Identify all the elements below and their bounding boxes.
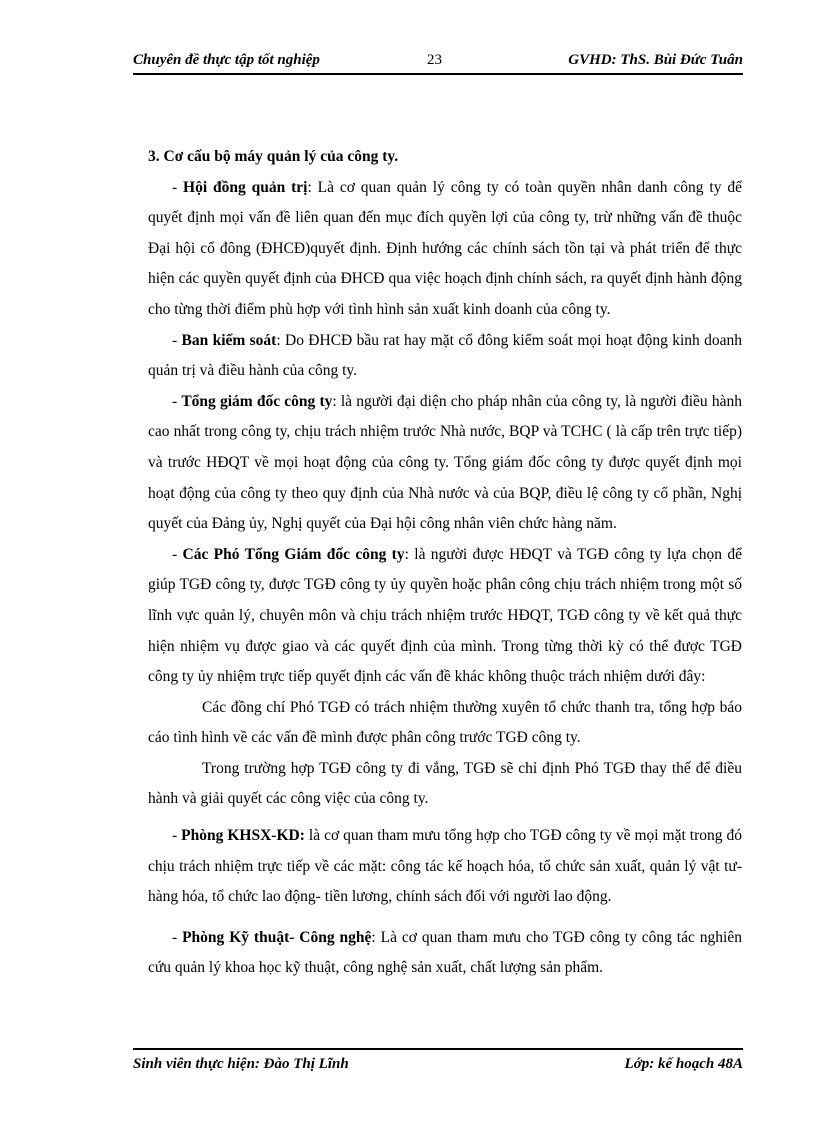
page-header [133, 52, 743, 72]
header-advisor: GVHD: ThS. Bùi Đức Tuân [568, 52, 743, 68]
term-label: Các Phó Tổng Giám đốc công ty [182, 545, 405, 563]
term-label: Phòng Kỹ thuật- Công nghệ [182, 928, 372, 946]
document-body [148, 142, 742, 984]
paragraph-general-director: - Tổng giám đốc công ty: là người đại diện cho pháp nhân của công ty, là người điều hành cao nhất trong công ty, chịu trách nhiệm trước Nhà nước, BQP và TCHC ( là cấp trên trực tiếp) và trước HĐQT về mọi hoạt động của công ty. Tổng giám đốc công ty được quyết định mọi hoạt động của công ty theo quy định của Nhà nước và của BQP, điều lệ công ty cổ phần, Nghị quyết của Đảng ủy, Nghị quyết của Đại hội công nhân viên chức hàng năm. [148, 392, 742, 533]
term-label: Phòng KHSX-KD: [181, 827, 305, 845]
paragraph-deputy-duties: Các đồng chí Phó TGĐ có trách nhiệm thường xuyên tổ chức thanh tra, tổng hợp báo cáo tình hình về các vấn đề mình được phân công trước TGĐ công ty. [148, 698, 742, 747]
header-course-title: Chuyên đề thực tập tốt nghiệp [133, 52, 320, 68]
footer-rule [133, 1048, 743, 1050]
paragraph-board-of-directors: - Hội đồng quản trị: Là cơ quan quản lý công ty có toàn quyền nhân danh công ty để quyết định mọi vấn đề liên quan đến mục đích quyền lợi của công ty, trừ những vấn đề thuộc Đại hội cổ đông (ĐHCĐ)quyết định. Định hướng các chính sách tồn tại và phát triển để thực hiện các quyền quyết định của ĐHCĐ qua việc hoạch định chính sách, ra quyết định hành động cho từng thời điểm phù hợp với tình hình sản xuất kinh doanh của công ty. [148, 178, 742, 318]
page-footer [133, 1056, 743, 1076]
term-label: Ban kiểm soát [181, 331, 277, 349]
paragraph-deputy-directors: - Các Phó Tổng Giám đốc công ty: là người được HĐQT và TGĐ công ty lựa chọn để giúp TGĐ công ty, được TGĐ công ty ủy quyền hoặc phân công chịu trách nhiệm trong một số lĩnh vực quản lý, chuyên môn và chịu trách nhiệm trước HĐQT, TGĐ công ty về kết quả thực hiện nhiệm vụ được giao và các quyết định của mình. Trong từng thời kỳ có thể được TGĐ công ty ủy nhiệm trực tiếp quyết định các vấn đề khác không thuộc trách nhiệm dưới đây: [148, 545, 743, 686]
paragraph-supervisory-board: - Ban kiểm soát: Do ĐHCĐ bầu rat hay mặt cổ đông kiểm soát mọi hoạt động kinh doanh quản trị và điều hành của công ty. [148, 331, 742, 380]
section-heading: 3. Cơ cấu bộ máy quản lý của công ty. [148, 148, 399, 165]
header-rule [133, 73, 743, 75]
paragraph-deputy-substitution: Trong trường hợp TGĐ công ty đi vắng, TGĐ sẽ chỉ định Phó TGĐ thay thế để điều hành và giải quyết các công việc của công ty. [148, 759, 742, 808]
term-label: Hội đồng quản trị [183, 178, 308, 196]
page-number: 23 [427, 52, 442, 68]
footer-class: Lớp: kế hoạch 48A [624, 1056, 743, 1072]
paragraph-planning-department: - Phòng KHSX-KD: là cơ quan tham mưu tổng hợp cho TGĐ công ty về mọi mặt trong đó chịu trách nhiệm trực tiếp về các mặt: công tác kế hoạch hóa, tổ chức sản xuất, quản lý vật tư- hàng hóa, tổ chức lao động- tiền lương, chính sách đối với người lao động. [148, 827, 742, 906]
footer-student: Sinh viên thực hiện: Đào Thị Lĩnh [133, 1056, 349, 1072]
paragraph-technical-department: - Phòng Kỹ thuật- Công nghệ: Là cơ quan tham mưu cho TGĐ công ty công tác nghiên cứu quản lý khoa học kỹ thuật, công nghệ sản xuất, chất lượng sản phẩm. [148, 928, 742, 977]
term-label: Tổng giám đốc công ty [181, 392, 333, 410]
